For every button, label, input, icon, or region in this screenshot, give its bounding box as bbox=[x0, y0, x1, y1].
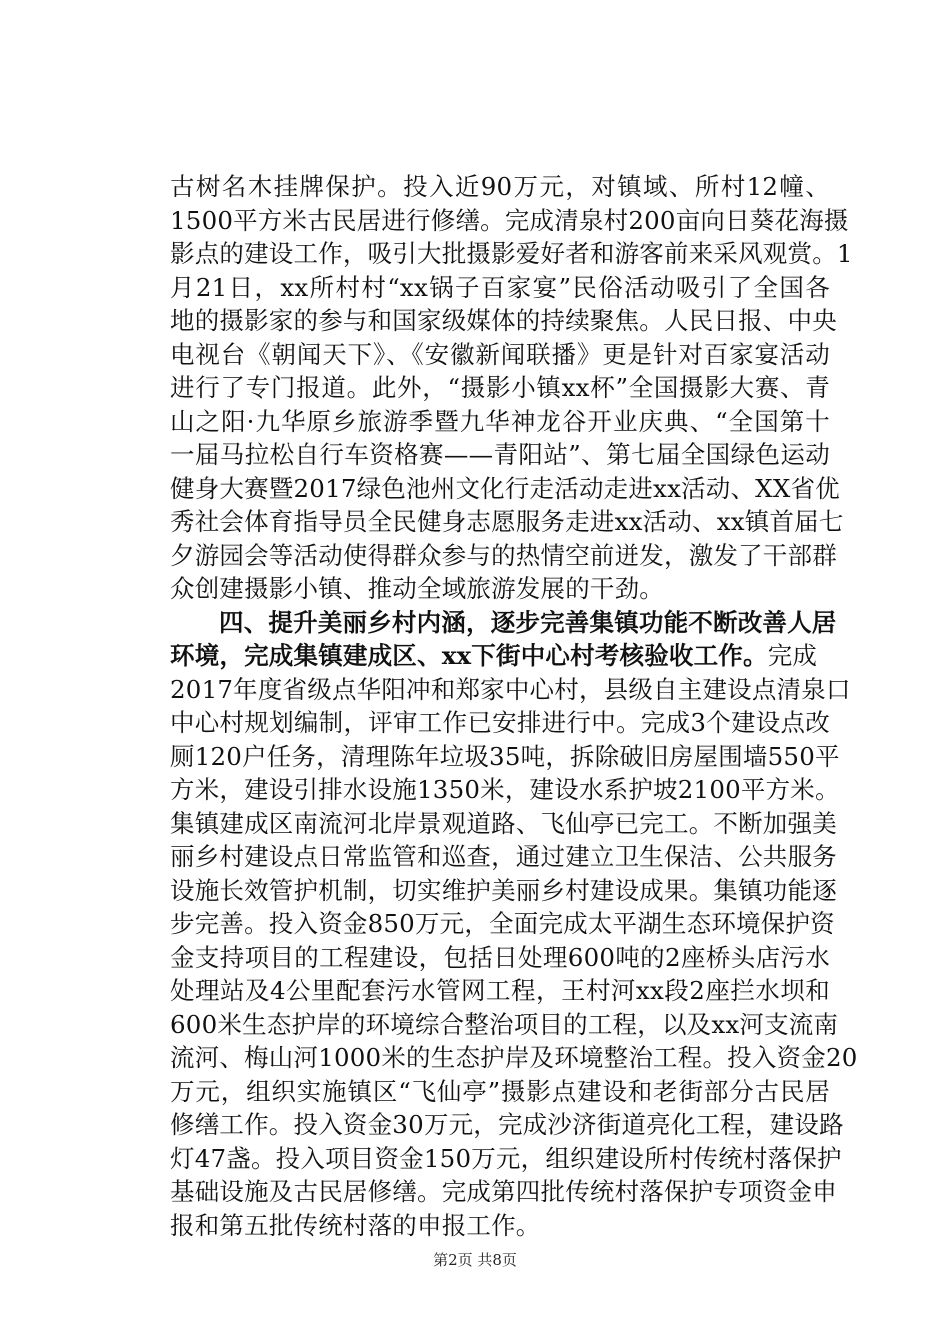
text-line: 秀社会体育指导员全民健身志愿服务走进xx活动、xx镇首届七 bbox=[170, 507, 844, 536]
section-heading-line bbox=[170, 639, 830, 673]
text-line: 古树名木挂牌保护。投入近90万元，对镇域、所村12幢、 bbox=[170, 172, 830, 201]
text-line: 修缮工作。投入资金30万元，完成沙济街道亮化工程，建设路 bbox=[170, 1110, 844, 1139]
text-line: 地的摄影家的参与和国家级媒体的持续聚焦。人民日报、中央 bbox=[170, 306, 837, 335]
text-line: 山之阳·九华原乡旅游季暨九华神龙谷开业庆典、“全国第十 bbox=[170, 406, 830, 436]
text-line: 2017年度省级点华阳冲和郑家中心村，县级自主建设点清泉口 bbox=[170, 674, 851, 704]
text-line: 夕游园会等活动使得群众参与的热情空前迸发，激发了干部群 bbox=[170, 540, 837, 570]
text-line: 方米，建设引排水设施1350米，建设水系护坡2100平方米。 bbox=[170, 775, 840, 804]
paragraph-heritage-tourism bbox=[170, 170, 853, 606]
text-line: 影点的建设工作，吸引大批摄影爱好者和游客前来采风观赏。1 bbox=[170, 239, 853, 268]
text-line: 万元，组织实施镇区“飞仙亭”摄影点建设和老街部分古民居 bbox=[170, 1076, 830, 1106]
text-span: 完成 bbox=[767, 641, 818, 670]
text-line: 一届马拉松自行车资格赛——青阳站”、第七届全国绿色运动 bbox=[170, 440, 830, 469]
text-line: 进行了专门报道。此外，“摄影小镇xx杯”全国摄影大赛、青 bbox=[170, 373, 830, 402]
text-line: 处理站及4公里配套污水管网工程，王村河xx段2座拦水坝和 bbox=[170, 976, 830, 1005]
text-line: 金支持项目的工程建设，包括日处理600吨的2座桥头店污水 bbox=[170, 942, 830, 972]
text-line: 报和第五批传统村落的申报工作。 bbox=[170, 1210, 541, 1240]
paragraph-beautiful-village bbox=[170, 606, 858, 1243]
text-line: 步完善。投入资金850万元，全面完成太平湖生态环境保护资 bbox=[170, 909, 835, 938]
text-line: 设施长效管护机制，切实维护美丽乡村建设成果。集镇功能逐 bbox=[170, 875, 837, 905]
page-footer bbox=[0, 1250, 950, 1270]
text-line: 电视台《朝闻天下》、《安徽新闻联播》更是针对百家宴活动 bbox=[170, 339, 830, 369]
text-line: 1500平方米古民居进行修缮。完成清泉村200亩向日葵花海摄 bbox=[170, 205, 849, 235]
section-heading-bold: 环境，完成集镇建成区、xx下街中心村考核验收工作。 bbox=[170, 641, 768, 670]
text-line: 健身大赛暨2017绿色池州文化行走活动走进xx活动、XX省优 bbox=[170, 473, 840, 503]
section-heading-line: 四、提升美丽乡村内涵，逐步完善集镇功能不断改善人居 bbox=[219, 607, 837, 637]
text-line: 灯47盏。投入项目资金150万元，组织建设所村传统村落保护 bbox=[170, 1143, 842, 1173]
text-line: 600米生态护岸的环境综合整治项目的工程，以及xx河支流南 bbox=[170, 1009, 839, 1039]
text-line: 集镇建成区南流河北岸景观道路、飞仙亭已完工。不断加强美 bbox=[170, 808, 837, 838]
text-line: 流河、梅山河1000米的生态护岸及环境整治工程。投入资金20 bbox=[170, 1043, 858, 1072]
text-line: 月21日，xx所村村“xx锅子百家宴”民俗活动吸引了全国各 bbox=[170, 272, 830, 302]
text-line: 丽乡村建设点日常监管和巡查，通过建立卫生保洁、公共服务 bbox=[170, 842, 837, 871]
text-line: 厕120户任务，清理陈年垃圾35吨，拆除破旧房屋围墙550平 bbox=[170, 741, 840, 771]
text-line: 基础设施及古民居修缮。完成第四批传统村落保护专项资金申 bbox=[170, 1177, 837, 1206]
document-body bbox=[170, 170, 858, 1242]
page-number: 第2页 共8页 bbox=[433, 1251, 517, 1269]
text-line: 中心村规划编制，评审工作已安排进行中。完成3个建设点改 bbox=[170, 708, 830, 737]
text-line: 众创建摄影小镇、推动全域旅游发展的干劲。 bbox=[170, 574, 664, 603]
